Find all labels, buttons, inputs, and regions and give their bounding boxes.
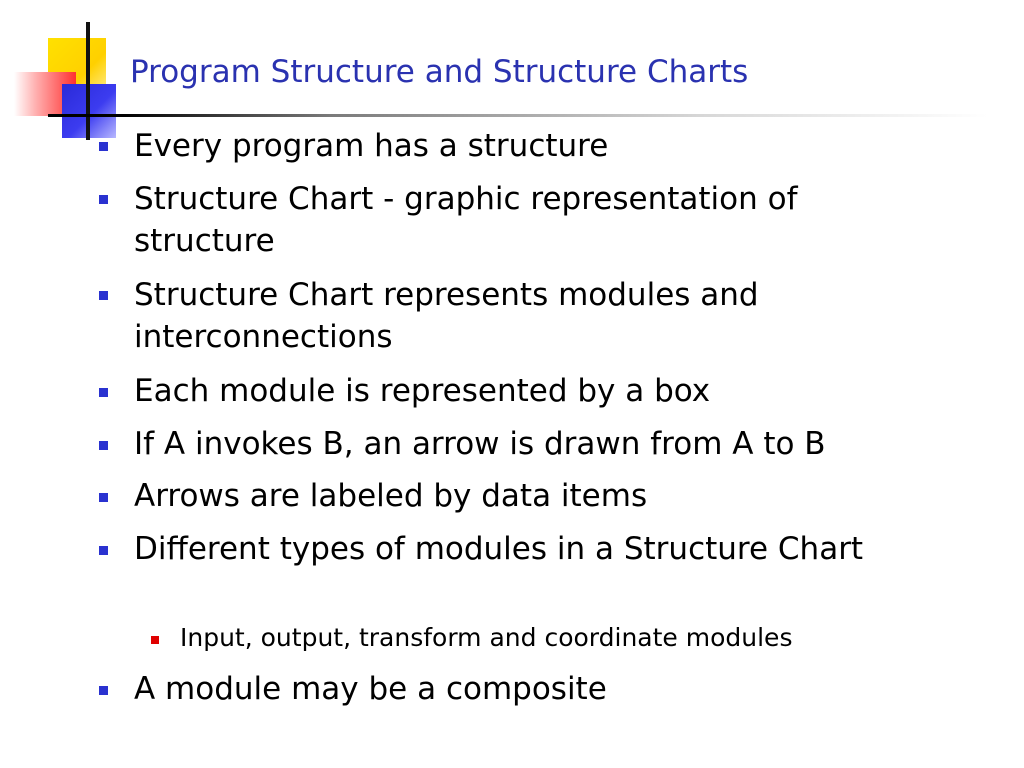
- bullet-item: Arrows are labeled by data items: [134, 478, 648, 514]
- bullet-marker-icon: [99, 546, 108, 555]
- bullet-marker-icon: [99, 686, 108, 695]
- bullet-item: Different types of modules in a Structure Chart: [134, 531, 864, 567]
- bullet-item: A module may be a composite: [134, 671, 607, 707]
- bullet-marker-icon: [99, 493, 108, 502]
- bullet-marker-icon: [99, 291, 108, 300]
- bullet-marker-icon: [99, 142, 108, 151]
- subbullet-marker-icon: [151, 636, 159, 644]
- bullet-item: Each module is represented by a box: [134, 373, 711, 409]
- bullet-marker-icon: [99, 441, 108, 450]
- subbullet-item: Input, output, transform and coordinate modules: [180, 623, 793, 652]
- slide-title: Program Structure and Structure Charts: [130, 54, 749, 90]
- title-underline: [48, 114, 988, 117]
- bullet-item: Structure Chart represents modules and interconnections: [134, 277, 759, 355]
- bullet-item: Structure Chart - graphic representation of structure: [134, 181, 798, 259]
- logo-vertical-line: [86, 22, 90, 140]
- bullet-marker-icon: [99, 195, 108, 204]
- bullet-marker-icon: [99, 388, 108, 397]
- bullet-item: If A invokes B, an arrow is drawn from A to B: [134, 426, 826, 462]
- bullet-item: Every program has a structure: [134, 128, 609, 164]
